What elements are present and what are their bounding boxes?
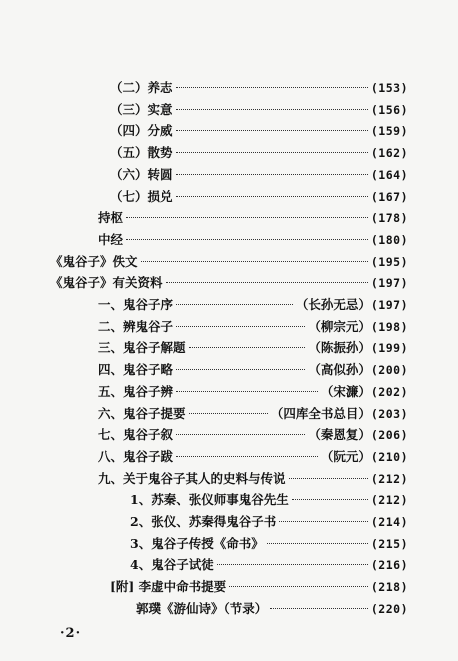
toc-entry-title: （七）损兑: [110, 188, 173, 204]
toc-entry-title: （二）养志: [110, 80, 173, 95]
toc-entry-page: (178): [370, 211, 408, 226]
toc-entry-author: （柳宗元）: [308, 318, 371, 334]
toc-entry-title: 3、鬼谷子传授《命书》: [130, 535, 264, 551]
toc-leader-dots: [176, 109, 368, 110]
toc-entry-author: （宋濂）: [320, 383, 371, 399]
toc-entry-title: 1、苏秦、张仪师事鬼谷先生: [130, 492, 289, 508]
toc-entry-author: （陈振孙）: [308, 340, 371, 356]
toc-entry-page: (220): [370, 601, 408, 616]
toc-leader-dots: [176, 174, 368, 175]
toc-leader-dots: [176, 87, 368, 88]
toc-entry: [98, 382, 408, 402]
toc-entry: [110, 165, 408, 185]
toc-entry: [110, 187, 408, 207]
toc-entry-page: (164): [370, 167, 408, 182]
toc-entry: [110, 100, 408, 120]
toc-entry: [98, 469, 408, 489]
toc-leader-dots: [229, 586, 368, 587]
toc-entry-title: 二、辨鬼谷子: [98, 318, 174, 334]
toc-entry: [98, 338, 408, 358]
toc-entry-page: (197): [370, 298, 408, 312]
toc-entry-title: 九、关于鬼谷子其人的史料与传说: [98, 470, 286, 486]
toc-leader-dots: [176, 391, 318, 392]
toc-entry-title: 三、鬼谷子解题: [98, 340, 186, 356]
toc-leader-dots: [126, 239, 368, 240]
toc-entry: [130, 512, 408, 532]
toc-entry: [110, 577, 408, 597]
toc-entry-title: [附] 李虚中命书提要: [110, 579, 227, 595]
toc-entry-author: （四库全书总目）: [270, 405, 371, 421]
toc-leader-dots: [176, 434, 305, 435]
toc-leader-dots: [189, 413, 268, 414]
toc-leader-dots: [189, 347, 306, 348]
toc-entry-page: (200): [370, 363, 408, 378]
toc-entry-page: (180): [370, 232, 408, 247]
toc-entry-title: 2、张仪、苏秦得鬼谷子书: [130, 514, 277, 529]
toc-leader-dots: [176, 130, 368, 131]
toc-entry-title: （六）转圆: [110, 166, 173, 182]
toc-leader-dots: [289, 478, 368, 479]
toc-entry: [110, 78, 408, 98]
toc-entry-page: (198): [370, 319, 408, 334]
toc-entry: [110, 121, 408, 141]
toc-leader-dots: [176, 152, 368, 153]
toc-entry-author: （阮元）: [320, 448, 371, 464]
toc-leader-dots: [176, 304, 293, 305]
toc-leader-dots: [217, 564, 368, 565]
toc-leader-dots: [176, 456, 318, 457]
toc-entry-title: 一、鬼谷子序: [98, 297, 174, 312]
toc-leader-dots: [279, 521, 368, 522]
toc-entry: [98, 230, 408, 250]
toc-entry: [130, 534, 408, 554]
toc-entry-page: (214): [370, 515, 408, 529]
toc-entry-author: （高似孙）: [308, 362, 371, 378]
toc-leader-dots: [270, 608, 368, 609]
toc-leader-dots: [176, 196, 368, 197]
page-number: ·2·: [60, 626, 82, 641]
toc-entry: [98, 317, 408, 337]
toc-entry-author: （长孙无忌）: [295, 297, 371, 312]
toc-leader-dots: [126, 217, 368, 218]
toc-entry-title: 《鬼谷子》佚文: [50, 253, 138, 269]
toc-entry-title: （五）散势: [110, 145, 173, 161]
toc-leader-dots: [176, 369, 305, 370]
toc-entry-title: 持枢: [98, 210, 124, 226]
toc-entry: [98, 425, 408, 445]
toc-entry-title: 中经: [98, 231, 124, 247]
toc-entry: [98, 295, 408, 315]
toc-entry-title: 《鬼谷子》有关资料: [50, 275, 163, 291]
toc-entry-title: 郭璞《游仙诗》（节录）: [136, 600, 268, 616]
toc-entry-page: (199): [370, 341, 408, 356]
toc-entry-page: (212): [370, 493, 408, 508]
toc-entry-page: (195): [370, 254, 408, 269]
toc-leader-dots: [267, 543, 368, 544]
toc-entry: [110, 143, 408, 163]
toc-entry-title: 4、鬼谷子试徒: [130, 557, 214, 573]
toc-entry-title: 六、鬼谷子提要: [98, 405, 186, 421]
toc-leader-dots: [166, 282, 368, 283]
toc-entry-page: (197): [370, 276, 408, 291]
toc-entry: [98, 208, 408, 228]
toc-entry-page: (156): [370, 102, 408, 117]
toc-leader-dots: [176, 326, 305, 327]
toc-entry-page: (162): [370, 146, 408, 161]
toc-entry-page: (216): [370, 558, 408, 573]
toc-entry: [130, 555, 408, 575]
toc-entry-page: (159): [370, 124, 408, 139]
toc-entry-title: （四）分威: [110, 123, 173, 139]
toc-entry-page: (202): [370, 384, 408, 399]
toc-entry: [130, 490, 408, 510]
toc-entry-title: 七、鬼谷子叙: [98, 427, 174, 443]
toc-entry-page: (210): [370, 449, 408, 464]
toc-entry: [98, 404, 408, 424]
toc-entry: [50, 273, 408, 293]
toc-entry: [98, 360, 408, 380]
toc-entry-title: 四、鬼谷子略: [98, 362, 174, 378]
toc-entry-title: 八、鬼谷子跋: [98, 448, 174, 464]
toc-leader-dots: [141, 261, 368, 262]
toc-entry-page: (218): [370, 580, 408, 595]
toc-entry-page: (203): [370, 406, 408, 421]
toc-entry-title: （三）实意: [110, 101, 173, 117]
toc-entry-page: (206): [370, 428, 408, 443]
toc-leader-dots: [292, 499, 368, 500]
toc-entry: [136, 599, 408, 619]
toc-entry: [50, 252, 408, 272]
toc-entry-page: (167): [370, 189, 408, 204]
toc-entry-page: (153): [370, 81, 408, 95]
toc-entry: [98, 447, 408, 467]
toc-entry-page: (215): [370, 536, 408, 551]
toc-entry-page: (212): [370, 471, 408, 486]
toc-entry-title: 五、鬼谷子辨: [98, 383, 174, 399]
toc-entry-author: （秦恩复）: [308, 427, 371, 443]
